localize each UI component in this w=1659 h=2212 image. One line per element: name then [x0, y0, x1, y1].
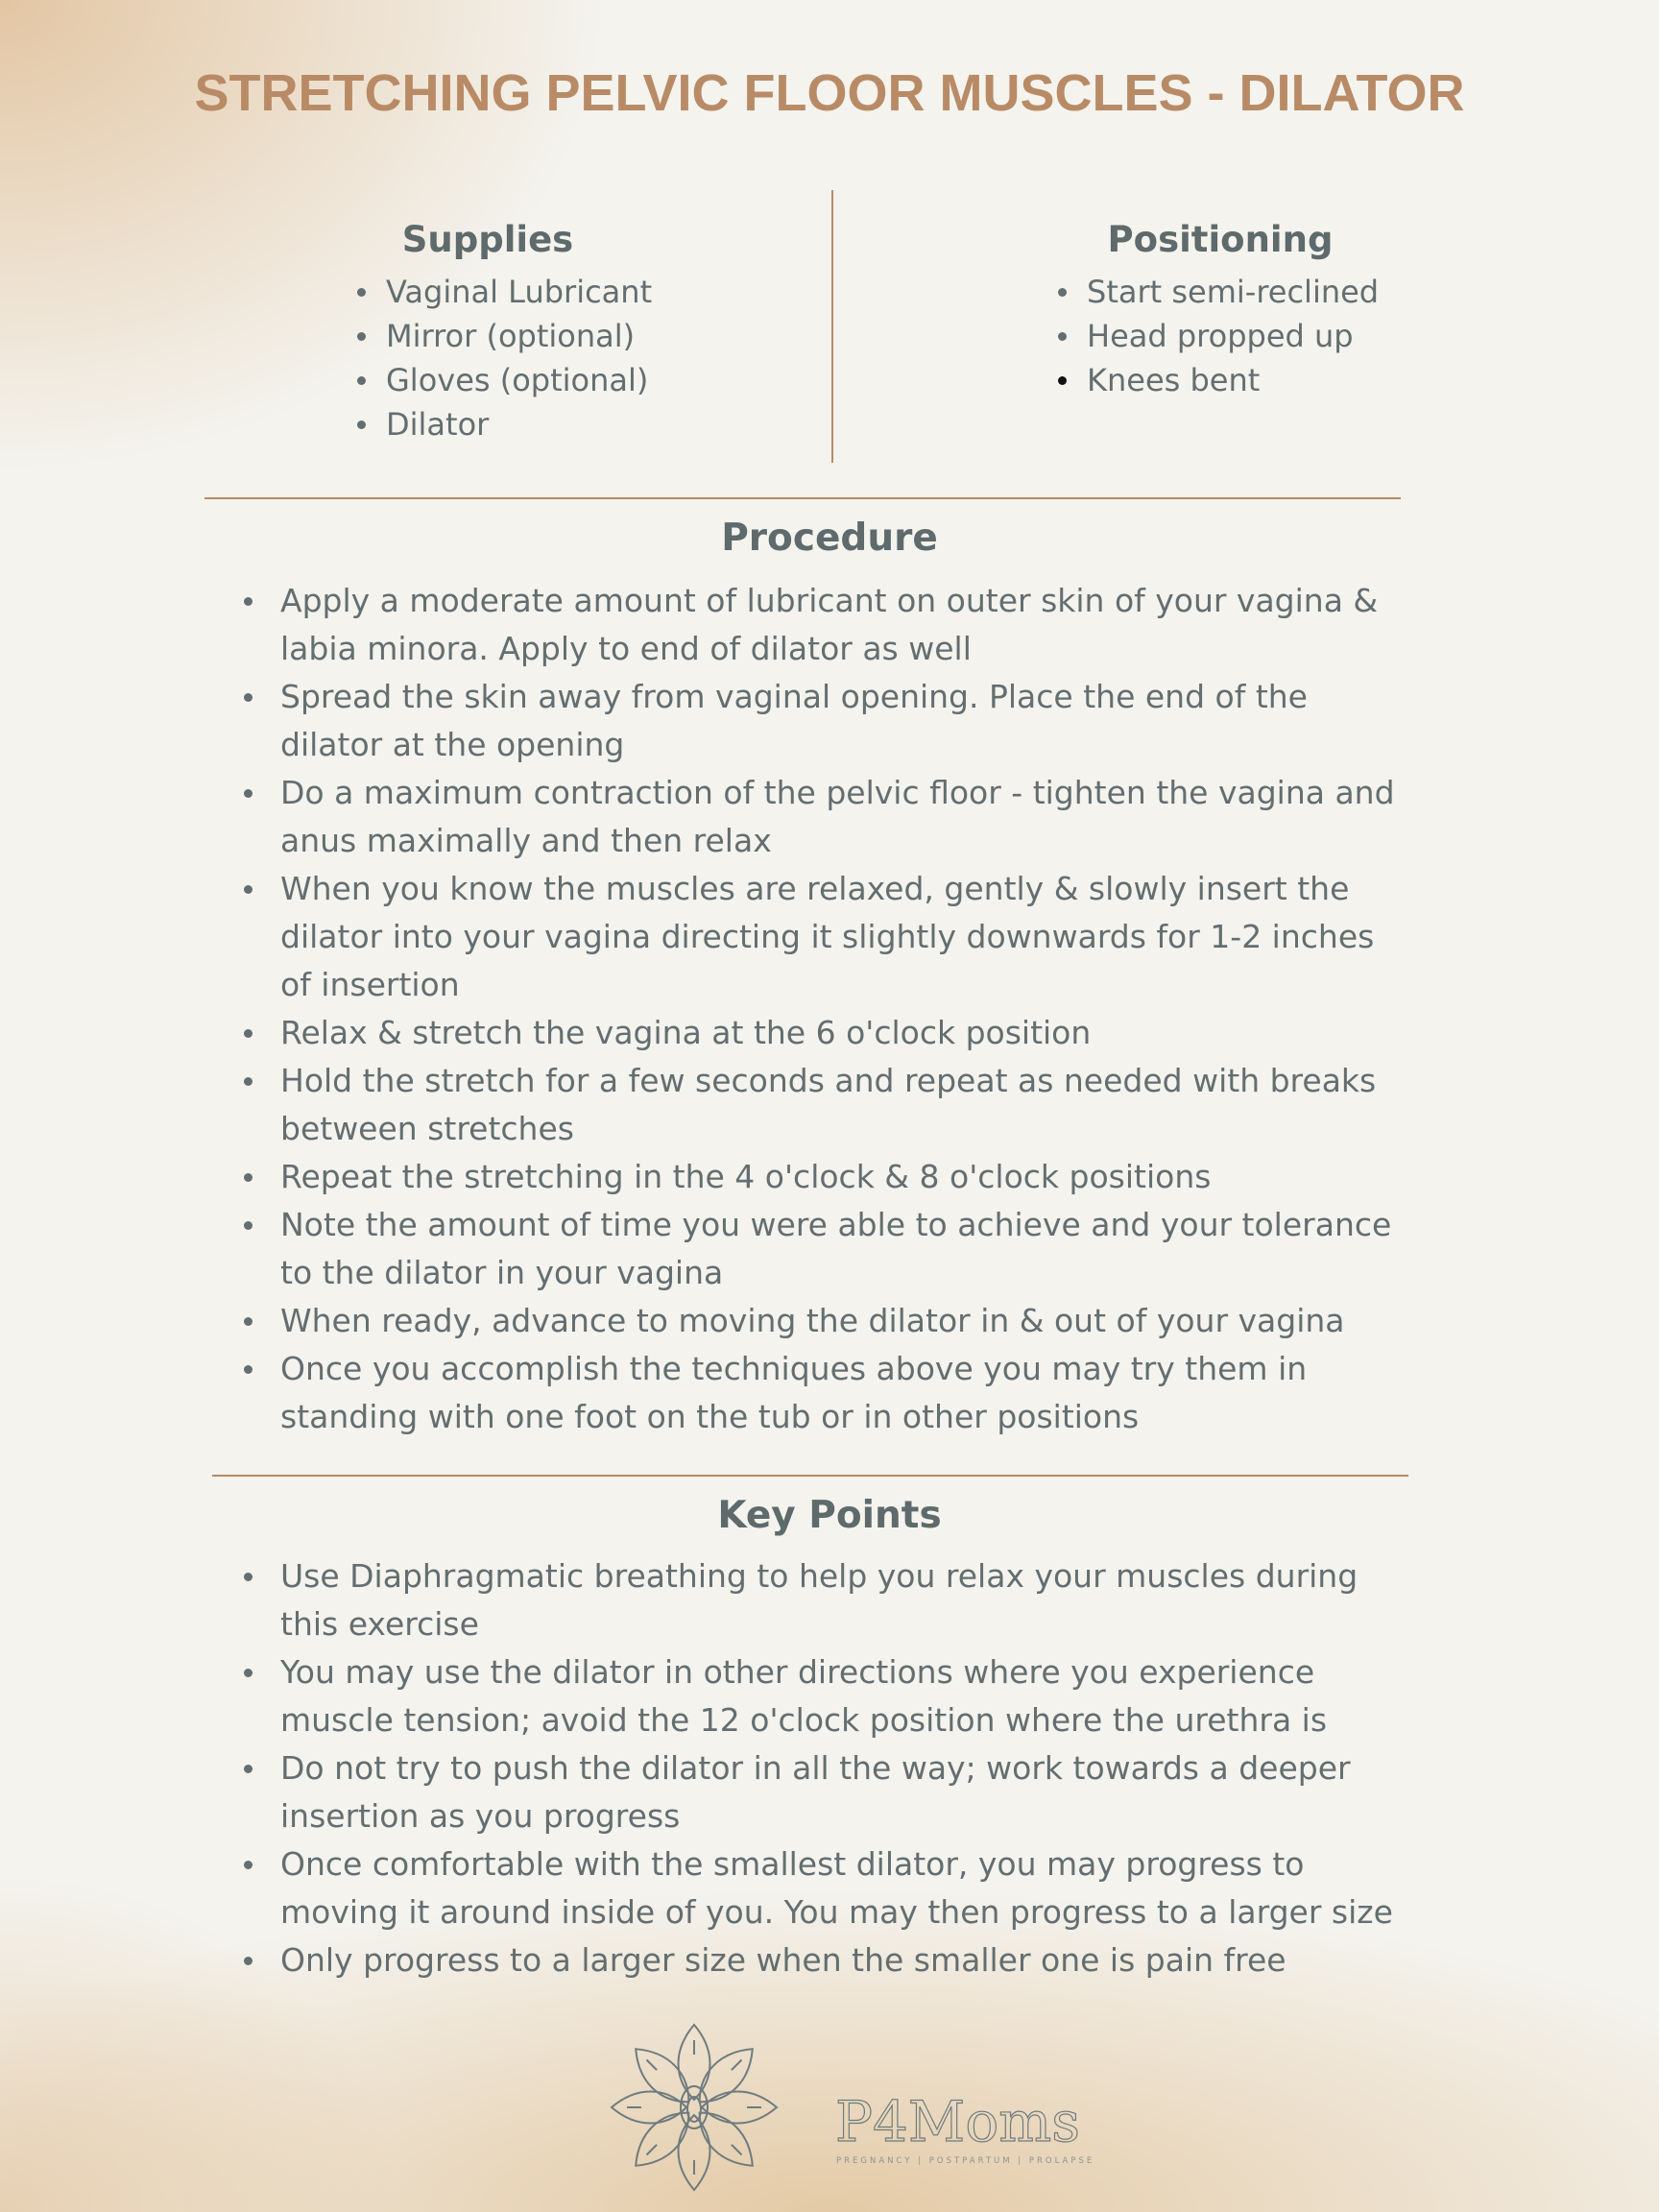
lotus-icon	[607, 2016, 1095, 2199]
positioning-heading: Positioning	[1107, 219, 1334, 260]
list-item: Note the amount of time you were able to achieve and your tolerance to the dilator in your vagina	[244, 1201, 1404, 1297]
page-title	[115, 60, 1544, 127]
supplies-heading: Supplies	[401, 219, 574, 260]
procedure-list	[244, 577, 1404, 1441]
list-item: When you know the muscles are relaxed, gently & slowly insert the dilator into your vagina directing it slightly downwards for 1-2 inches of insertion	[244, 865, 1404, 1009]
list-item: Once comfortable with the smallest dilator, you may progress to moving it around inside of you. You may then progress to a larger size	[244, 1840, 1404, 1936]
procedure-heading: Procedure	[721, 517, 938, 560]
list-item: When ready, advance to moving the dilator in & out of your vagina	[244, 1297, 1404, 1345]
list-item: Relax & stretch the vagina at the 6 o'clock position	[244, 1009, 1404, 1057]
list-item: Spread the skin away from vaginal opening. Place the end of the dilator at the opening	[244, 673, 1404, 769]
list-item: Only progress to a larger size when the smaller one is pain free	[244, 1936, 1404, 1984]
list-item: Mirror (optional)	[357, 314, 652, 358]
list-item: Do a maximum contraction of the pelvic floor - tighten the vagina and anus maximally and then relax	[244, 769, 1404, 865]
logo-tagline: PREGNANCY | POSTPARTUM | PROLAPSE	[836, 2156, 1095, 2166]
list-item: Hold the stretch for a few seconds and repeat as needed with breaks between stretches	[244, 1057, 1404, 1153]
positioning-list	[1058, 270, 1379, 402]
section-divider	[212, 1475, 1408, 1477]
list-item: Repeat the stretching in the 4 o'clock & 8 o'clock positions	[244, 1153, 1404, 1201]
list-item: Knees bent	[1058, 358, 1379, 402]
list-item: Do not try to push the dilator in all the way; work towards a deeper insertion as you progress	[244, 1744, 1404, 1840]
list-item: Once you accomplish the techniques above you may try them in standing with one foot on the tub or in other positions	[244, 1345, 1404, 1441]
p4moms-logo	[607, 2016, 1095, 2199]
list-item: Vaginal Lubricant	[357, 270, 652, 314]
section-divider	[204, 497, 1401, 499]
list-item: Gloves (optional)	[357, 358, 652, 402]
list-item: Use Diaphragmatic breathing to help you relax your muscles during this exercise	[244, 1552, 1404, 1648]
list-item: Head propped up	[1058, 314, 1379, 358]
key-points-heading: Key Points	[717, 1494, 942, 1537]
title-text: STRETCHING PELVIC FLOOR MUSCLES - DILATOR	[194, 64, 1465, 122]
list-item: You may use the dilator in other directions where you experience muscle tension; avoid the 12 o'clock position where the urethra is	[244, 1648, 1404, 1744]
supplies-list	[357, 270, 652, 446]
logo-name: P4Moms	[835, 2089, 1080, 2154]
list-item: Dilator	[357, 402, 652, 446]
key-points-list	[244, 1552, 1404, 1984]
list-item: Start semi-reclined	[1058, 270, 1379, 314]
column-divider	[831, 190, 833, 463]
list-item: Apply a moderate amount of lubricant on outer skin of your vagina & labia minora. Apply to end of dilator as well	[244, 577, 1404, 673]
